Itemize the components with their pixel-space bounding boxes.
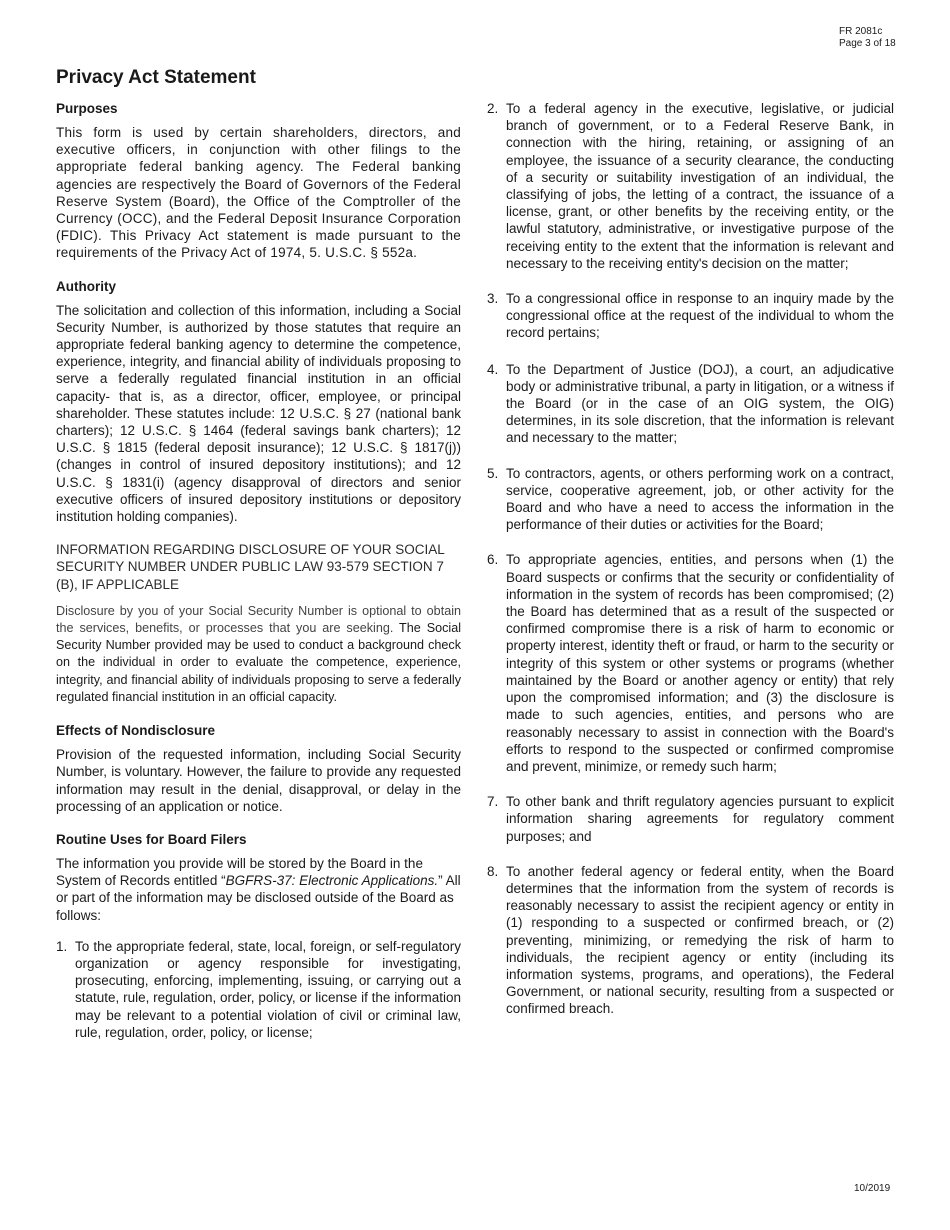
form-id: FR 2081c: [839, 26, 883, 37]
list-item: [487, 290, 894, 342]
routine-uses-heading: Routine Uses for Board Filers: [56, 831, 247, 847]
ssn-disclosure-text: [56, 603, 461, 706]
ssn-disclosure-section: [56, 541, 461, 706]
list-item-number: 1.: [56, 938, 68, 954]
list-item-text: To the appropriate federal, state, local, foreign, or self-regulatory organization or agency responsible for investigating, prosecuting, enforcing, implementing, issuing, or carrying out a statute, rule, regulation, order, policy, or license if the information may be relevant to a potential violation of civil or criminal law, rule, regulation, order, policy, or license;: [75, 938, 461, 1040]
effects-section: [56, 722, 461, 815]
purposes-section: [56, 100, 461, 262]
ssn-disclosure-text-part2: The Social Security Number provided may be used to conduct a background check on the individual in order to evaluate the competence, experience, integrity, and financial ability of individuals proposing to serve a federally regulated financial institution in an official capacity.: [56, 621, 461, 704]
purposes-text: This form is used by certain shareholders, directors, and executive officers, in conjunction with other filings to the appropriate federal banking agency. The Federal banking agencies are respectively the Board of Governors of the Federal Reserve System (Board), the Office of the Comptroller of the Currency (OCC), and the Federal Deposit Insurance Corporation (FDIC). This Privacy Act statement is made pursuant to the requirements of the Privacy Act of 1974, 5. U.S.C. § 552a.: [56, 125, 461, 261]
effects-heading: Effects of Nondisclosure: [56, 723, 216, 739]
list-item: [487, 361, 894, 447]
routine-uses-intro-end: ” All or part of the information may be disclosed outside of the Board as follows:: [56, 873, 461, 923]
list-item-text: To other bank and thrift regulatory agencies pursuant to explicit information sharing agreements for regulatory comment purposes; and: [506, 794, 894, 844]
right-column: [487, 100, 894, 1018]
left-column: [56, 100, 461, 1041]
list-item-text: To contractors, agents, or others performing work on a contract, service, cooperative agreement, job, or other activity for the Board and who have a need to access the information in the performance of their duties or activities for the Board;: [506, 465, 894, 533]
list-item-text: To another federal agency or federal entity, when the Board determines that the information from the system of records is reasonably necessary to assist the recipient agency or entity in (1) responding to a suspected or confirmed breach, or (2) preventing, minimizing, or remedying the risk of harm to individuals, the recipient agency or entity (including its information systems, programs, and operations), the Federal Government, or national security, resulting from a suspected or confirmed breach.: [506, 863, 894, 1017]
authority-text: The solicitation and collection of this information, including a Social Security Number, is authorized by those statutes that require an appropriate federal banking agency to determine the competence, experience, integrity, and financial ability of individuals proposing to serve a federally regulated financial institution in an official capacity- that is, as a director, officer, employee, or principal shareholder. These statutes include: 12 U.S.C. § 27 (national bank charters); 12 U.S.C. § 1464 (federal savings bank charters); 12 U.S.C. § 1815 (federal deposit insurance); 12 U.S.C. § 1817(j)) (changes in control of insured depository institutions); and 12 U.S.C. § 1831(i) (agency disapproval of directors and senior executive officers of insured depository institutions or depository institution holding companies).: [56, 302, 461, 525]
page-number: Page 3 of 18: [839, 38, 896, 49]
page-header: [839, 26, 896, 50]
ssn-disclosure-heading: INFORMATION REGARDING DISCLOSURE OF YOUR SOCIAL SECURITY NUMBER UNDER PUBLIC LAW 93-579 SECTION 7 (B), IF APPLICABLE: [56, 542, 445, 592]
footer-date: 10/2019: [854, 1183, 891, 1194]
list-item-number: 3.: [487, 291, 499, 307]
list-item-number: 6.: [487, 552, 499, 568]
list-item-number: 4.: [487, 361, 499, 377]
list-item: [487, 465, 894, 534]
list-item-text: To a federal agency in the executive, legislative, or judicial branch of government, or to a Federal Reserve Bank, in connection with the hiring, retaining, or assigning of an employee, the issuance of a security clearance, the conducting of a security or suitability investigation of an individual, the classifying of jobs, the letting of a contract, the issuance of a license, grant, or other benefits by the receiving entity, or the lawful statutory, administrative, or investigative purpose of the receiving entity to the extent that the information is relevant and necessary to the receiving entity's decision on the matter;: [506, 101, 894, 271]
routine-uses-list-right: [487, 100, 894, 1018]
routine-uses-section: [56, 831, 461, 924]
routine-uses-list-left: [56, 938, 461, 1041]
page-title: Privacy Act Statement: [56, 67, 256, 88]
authority-section: [56, 278, 461, 526]
list-item-number: 7.: [487, 794, 499, 810]
effects-text: Provision of the requested information, including Social Security Number, is voluntary. However, the failure to provide any requested information may result in the denial, disapproval, or delay in the processing of an application or notice.: [56, 747, 461, 814]
list-item-text: To the Department of Justice (DOJ), a court, an adjudicative body or administrative tribunal, a party in litigation, or a witness if the Board (or in the case of an OIG system, the OIG) determines, in its sole discretion, that the information is relevant and necessary to the matter;: [506, 361, 894, 446]
ssn-disclosure-text-part1: Disclosure by you of your Social Security Number is optional to obtain the services, benefits, or processes that you are seeking.: [56, 603, 461, 636]
list-item: [487, 863, 894, 1018]
list-item: [487, 551, 894, 775]
list-item-number: 2.: [487, 101, 499, 116]
list-item-number: 5.: [487, 465, 499, 481]
list-item-number: 8.: [487, 863, 499, 879]
routine-uses-intro: [56, 855, 461, 924]
system-of-records-name: BGFRS-37: Electronic Applications.: [225, 873, 439, 889]
list-item: [487, 100, 894, 272]
list-item-text: To a congressional office in response to an inquiry made by the congressional office at the request of the individual to whom the record pertains;: [506, 291, 894, 341]
authority-heading: Authority: [56, 278, 116, 294]
list-item: [56, 938, 461, 1041]
routine-uses-intro-start: The information you provide will be stored by the Board in the System of Records entitled “: [56, 855, 423, 889]
list-item-text: To appropriate agencies, entities, and persons when (1) the Board suspects or confirms that the security or confidentiality of information in the system of records has been compromised; (2) the Board has determined that as a result of the suspected or confirmed compromise there is a risk of harm to economic or property interest, identity theft or fraud, or harm to the security or integrity of this system or other systems or programs (whether maintained by the Board or another agency or entity) that rely upon the compromised information; and (3) the disclosure is made to such agencies, entities, and persons who are reasonably necessary to assist in connection with the Board's efforts to respond to the suspected or confirmed compromise and prevent, minimize, or remedy such harm;: [506, 552, 894, 774]
list-item: [487, 793, 894, 845]
purposes-heading: Purposes: [56, 101, 118, 116]
